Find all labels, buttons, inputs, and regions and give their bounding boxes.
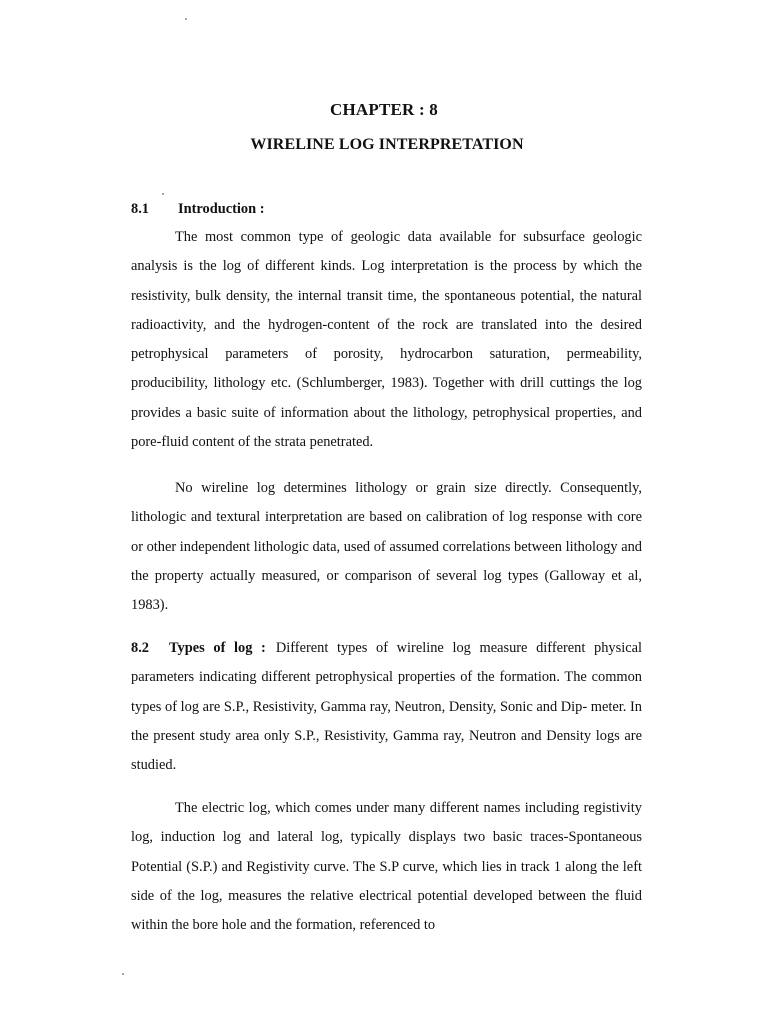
scan-speck bbox=[185, 18, 187, 20]
paragraph-introduction-1 bbox=[131, 223, 642, 457]
section-heading-8-1 bbox=[131, 201, 265, 218]
paragraph-text: No wireline log determines lithology or grain size directly. Consequently, lithologic and textural interpretation are based on calibration of log response with core or other independent lithologic data, used of assumed correlations between lithology and the property actually measured, or comparison of several log types (Galloway et al, 1983). bbox=[131, 480, 642, 614]
paragraph-text: The electric log, which comes under many different names including registivity log, induction log and lateral log, typically displays two basic traces-Spontaneous Potential (S.P.) and Registivity curve. The S.P curve, which lies in track 1 along the left side of the log, measures the relative electrical potential developed between the fluid within the bore hole and the formation, referenced to bbox=[131, 800, 642, 934]
chapter-title: CHAPTER : 8 bbox=[330, 100, 438, 119]
paragraph-text: The most common type of geologic data available for subsurface geologic analysis is the log of different kinds. Log interpretation is the process by which the resistivity, bulk density, the internal transit time, the spontaneous potential, the natural radioactivity, and the hydrogen-content of the rock are translated into the desired petrophysical parameters of porosity, hydrocarbon saturation, permeability, producibility, lithology etc. (Schlumberger, 1983). Together with drill cuttings the log provides a basic suite of information about the lithology, petrophysical properties, and pore-fluid content of the strata penetrated. bbox=[131, 229, 642, 451]
paragraph-introduction-2 bbox=[131, 474, 642, 620]
chapter-subtitle: WIRELINE LOG INTERPRETATION bbox=[250, 136, 524, 153]
paragraph-electric-log bbox=[131, 794, 642, 940]
scan-speck bbox=[122, 973, 124, 975]
section-title: Introduction : bbox=[178, 201, 265, 217]
paragraph-types-of-log bbox=[131, 634, 642, 780]
section-title: Types of log : bbox=[169, 640, 266, 656]
scan-speck bbox=[162, 193, 164, 195]
paragraph-text: Different types of wireline log measure different physical parameters indicating different petrophysical properties of the formation. The common types of log are S.P., Resistivity, Gamma ray, Neutron, Density, Sonic and Dip- meter. In the present study area only S.P., Resistivity, Gamma ray, Neutron and Density logs are studied. bbox=[131, 640, 642, 774]
section-number: 8.2 bbox=[131, 640, 149, 656]
section-number: 8.1 bbox=[131, 201, 149, 217]
